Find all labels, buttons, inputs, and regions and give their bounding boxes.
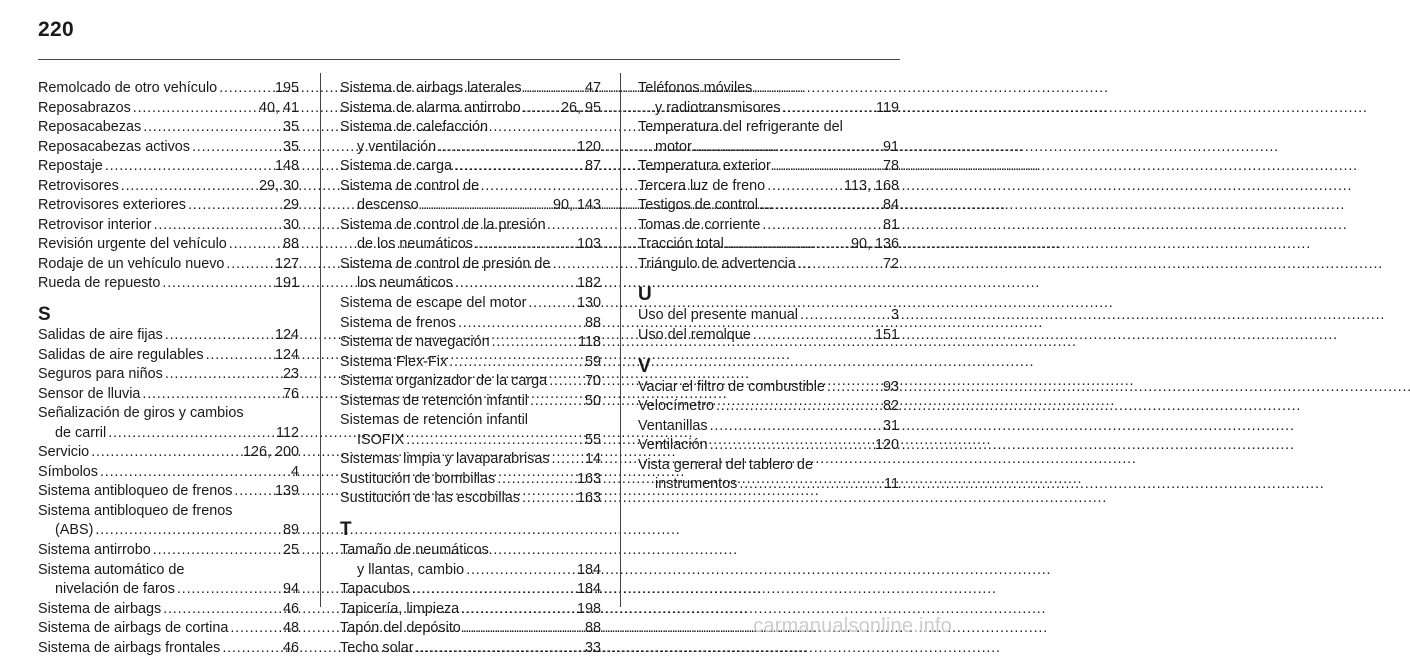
index-entry-pages: 88: [282, 236, 299, 253]
index-letter-heading: T: [340, 519, 352, 541]
index-entry-text: instrumentos: [655, 476, 738, 493]
index-entry-text: Sustitución de las escobillas: [340, 490, 520, 507]
index-entry-pages: 70: [584, 373, 601, 390]
index-entry-pages: 88: [584, 620, 601, 637]
index-entry-text: Tomas de corriente: [638, 216, 761, 233]
dot-leader: [528, 294, 575, 314]
index-entry: [38, 138, 299, 158]
index-entry-text: Uso del remolque: [638, 327, 751, 344]
index-entry-text: Sensor de lluvia: [38, 385, 141, 402]
index-entry: [38, 346, 299, 366]
dot-leader: [412, 580, 575, 600]
index-entry: [340, 411, 601, 450]
index-entry-text: Retrovisor interior: [38, 216, 152, 233]
index-entry: [340, 157, 601, 177]
index-entry-text: Retrovisores: [38, 177, 119, 194]
index-entry-pages: 130: [576, 295, 601, 312]
index-entry: [38, 404, 299, 443]
dot-leader: [105, 157, 273, 177]
index-entry: [38, 482, 299, 502]
index-entry-pages: 112: [276, 424, 299, 441]
index-entry-text: Sistema de carga: [340, 158, 452, 175]
page-number: 220: [38, 18, 74, 41]
index-entry-text: Sistema de frenos: [340, 314, 456, 331]
index-entry-pages: 90, 136: [850, 236, 899, 253]
index-entry: [340, 600, 601, 620]
dot-leader: [234, 482, 273, 502]
index-entry-text: de carril: [55, 424, 107, 441]
index-entry-text: Retrovisores exteriores: [38, 197, 186, 214]
index-entry-text: (ABS): [55, 522, 94, 539]
index-entry-pages: 163: [576, 490, 601, 507]
index-entry-pages: 89: [282, 522, 299, 539]
dot-leader: [226, 255, 273, 275]
index-entry-text: Sistemas limpia y lavaparabrisas: [340, 451, 550, 468]
index-entry-text: Seguros para niños: [38, 366, 163, 383]
index-entry-pages: 72: [882, 255, 899, 272]
index-entry-text: Reposacabezas activos: [38, 138, 190, 155]
dot-leader: [827, 378, 881, 398]
index-entry: [340, 450, 601, 470]
dot-leader: [522, 489, 575, 509]
index-entry: [38, 216, 299, 236]
index-entry: [38, 235, 299, 255]
dot-leader: [475, 235, 575, 255]
index-entry-text: Temperatura del refrigerante del: [638, 119, 843, 136]
index-entry-pages: 184: [576, 561, 601, 578]
dot-leader: [530, 392, 583, 412]
index-entry: [38, 118, 299, 138]
dot-leader: [710, 417, 881, 437]
dot-leader: [108, 424, 274, 444]
index-entry-pages: 195: [274, 80, 299, 96]
index-entry-pages: 4: [290, 463, 299, 480]
dot-leader: [165, 326, 273, 346]
dot-leader: [438, 138, 575, 158]
dot-leader: [163, 600, 281, 620]
dot-leader: [192, 138, 281, 158]
index-entry-pages: 59: [584, 353, 601, 370]
index-entry-pages: 81: [882, 216, 899, 233]
index-entry-text: Servicio: [38, 444, 90, 461]
dot-leader: [458, 314, 583, 334]
index-entry-text: Teléfonos móviles: [638, 80, 753, 96]
index-entry-pages: 124: [274, 346, 299, 363]
index-entry-text: Velocímetro: [638, 398, 714, 415]
index-entry: [340, 79, 601, 99]
index-entry-text: Tercera luz de freno: [638, 177, 766, 194]
index-entry-text: Sistema de airbags: [38, 600, 162, 617]
index-entry: [38, 385, 299, 405]
index-entry-pages: 90, 143: [552, 197, 601, 214]
index-letter-heading: S: [38, 304, 51, 326]
index-entry: [340, 489, 601, 509]
index-entry-pages: 25: [282, 542, 299, 559]
index-entry: [638, 326, 899, 346]
index-entry-text: Sistema de navegación: [340, 334, 490, 351]
index-entry: [638, 255, 899, 275]
dot-leader: [524, 79, 583, 99]
index-entry-pages: 40, 41: [258, 99, 299, 116]
index-entry: [38, 619, 299, 639]
index-entry-text: Sistemas de retención infantil: [340, 392, 528, 409]
dot-leader: [222, 639, 281, 658]
index-entry-text: Triángulo de advertencia: [638, 255, 796, 272]
dot-leader: [454, 157, 583, 177]
watermark-text: carmanualsonline.info: [753, 615, 952, 637]
index-entry-pages: 182: [576, 275, 601, 292]
index-entry-text: Sistema antibloqueo de frenos: [38, 502, 233, 519]
index-entry-pages: 29: [282, 197, 299, 214]
dot-leader: [416, 639, 583, 658]
dot-leader: [710, 436, 873, 456]
index-entry: [638, 456, 899, 495]
index-entry-pages: 11: [884, 476, 899, 493]
index-entry-pages: 46: [282, 600, 299, 617]
index-entry-text: y llantas, cambio: [357, 561, 465, 578]
dot-leader: [455, 274, 575, 294]
index-entry-pages: 33: [584, 639, 601, 656]
index-entry-pages: 120: [874, 437, 899, 454]
index-entry: [638, 216, 899, 236]
index-entry-text: de los neumáticos: [357, 236, 473, 253]
index-entry-text: y radiotransmisores: [655, 99, 781, 116]
index-entry-pages: 184: [576, 581, 601, 598]
index-entry: [38, 365, 299, 385]
index-entry-text: Sistema antibloqueo de frenos: [38, 483, 233, 500]
index-entry: [638, 397, 899, 417]
index-entry-pages: 46: [282, 639, 299, 656]
dot-leader: [177, 580, 281, 600]
index-entry-text: Sistema antirrobo: [38, 542, 151, 559]
dot-leader: [142, 385, 281, 405]
index-entry-pages: 30: [282, 216, 299, 233]
index-entry-text: Revisión urgente del vehículo: [38, 236, 227, 253]
index-column-2: [340, 79, 601, 658]
index-letter-heading: V: [638, 355, 651, 377]
index-entry: [340, 255, 601, 294]
dot-leader: [739, 475, 882, 495]
index-entry-pages: 3: [890, 307, 899, 324]
index-entry-pages: 120: [576, 138, 601, 155]
dot-leader: [760, 196, 881, 216]
index-entry: [638, 177, 899, 197]
index-entry-pages: 29, 30: [258, 177, 299, 194]
index-entry: [638, 378, 899, 398]
index-entry-pages: 47: [584, 80, 601, 96]
dot-leader: [100, 463, 289, 483]
dot-leader: [767, 177, 842, 197]
dot-leader: [549, 372, 583, 392]
dot-leader: [726, 235, 849, 255]
index-entry-text: Sistema de airbags de cortina: [38, 620, 229, 637]
index-entry: [340, 118, 601, 157]
dot-leader: [762, 216, 881, 236]
dot-leader: [165, 365, 281, 385]
index-entry-text: Reposabrazos: [38, 99, 131, 116]
index-entry-pages: 26, 95: [560, 99, 601, 116]
index-entry-pages: 35: [282, 119, 299, 136]
dot-leader: [461, 600, 575, 620]
index-entry-pages: 151: [874, 327, 899, 344]
index-entry-text: los neumáticos: [357, 275, 453, 292]
index-entry-pages: 87: [584, 158, 601, 175]
index-entry: [340, 541, 601, 580]
index-entry-text: Sistema organizador de la carga: [340, 373, 548, 390]
index-entry-pages: 14: [584, 451, 601, 468]
dot-leader: [206, 346, 273, 366]
index-entry-text: Techo solar: [340, 639, 414, 656]
index-entry-pages: 198: [576, 600, 601, 617]
index-entry: [340, 314, 601, 334]
dot-leader: [753, 326, 873, 346]
index-entry-pages: 124: [274, 327, 299, 344]
index-entry-text: Tapón del depósito: [340, 620, 461, 637]
dot-leader: [95, 521, 281, 541]
dot-leader: [421, 196, 551, 216]
dot-leader: [406, 431, 583, 451]
index-entry-text: Sistema automático de: [38, 561, 185, 578]
index-entry: [638, 417, 899, 437]
index-entry-pages: 163: [576, 470, 601, 487]
dot-leader: [121, 177, 257, 197]
index-entry-pages: 118: [578, 334, 601, 351]
index-entry-pages: 94: [282, 581, 299, 598]
index-entry-text: Sustitución de bombillas: [340, 470, 496, 487]
index-entry-text: Salidas de aire fijas: [38, 327, 163, 344]
index-entry: [340, 333, 601, 353]
index-entry-text: y ventilación: [357, 138, 437, 155]
index-entry: [340, 639, 601, 658]
index-entry: [340, 353, 601, 373]
index-entry-pages: 103: [576, 236, 601, 253]
index-entry: [340, 372, 601, 392]
index-entry-pages: 127: [274, 255, 299, 272]
index-entry: [38, 443, 299, 463]
index-entry-pages: 78: [882, 158, 899, 175]
index-entry-text: Salidas de aire regulables: [38, 346, 204, 363]
index-entry: [38, 177, 299, 197]
dot-leader: [188, 196, 281, 216]
index-entry: [638, 436, 899, 456]
index-entry-text: Ventanillas: [638, 417, 708, 434]
index-entry-text: Sistema de airbags laterales: [340, 80, 522, 96]
dot-leader: [154, 216, 281, 236]
dot-leader: [229, 235, 281, 255]
dot-leader: [91, 443, 241, 463]
dot-leader: [466, 561, 575, 581]
dot-leader: [153, 541, 281, 561]
dot-leader: [143, 118, 281, 138]
index-entry-text: Repostaje: [38, 158, 103, 175]
dot-leader: [783, 99, 874, 119]
index-entry-pages: 93: [882, 378, 899, 395]
index-entry-text: Ventilación: [638, 437, 708, 454]
dot-leader: [497, 470, 575, 490]
index-entry: [38, 541, 299, 561]
index-entry: [38, 326, 299, 346]
dot-leader: [162, 274, 273, 294]
index-entry: [638, 196, 899, 216]
index-entry-text: Sistema de airbags frontales: [38, 639, 221, 656]
index-entry: [340, 470, 601, 490]
index-entry: [340, 177, 601, 216]
index-entry: [38, 255, 299, 275]
index-entry-pages: 82: [882, 398, 899, 415]
index-entry-text: Señalización de giros y cambios: [38, 405, 244, 422]
index-entry-pages: 50: [584, 392, 601, 409]
index-entry-text: Sistema de escape del motor: [340, 295, 527, 312]
column-divider-2: [620, 73, 621, 607]
index-entry-text: Tamaño de neumáticos: [340, 542, 489, 559]
index-entry-text: Sistema de control de presión de: [340, 255, 551, 272]
dot-leader: [463, 619, 583, 639]
dot-leader: [800, 306, 889, 326]
header-rule: [38, 59, 900, 60]
index-entry-pages: 139: [274, 483, 299, 500]
dot-leader: [773, 157, 881, 177]
index-entry: [38, 639, 299, 658]
index-entry-text: Reposacabezas: [38, 119, 142, 136]
index-entry-pages: 126, 200: [242, 444, 299, 461]
index-entry: [38, 157, 299, 177]
index-entry: [340, 619, 601, 639]
index-entry-pages: 23: [282, 366, 299, 383]
index-entry: [638, 79, 899, 118]
index-entry: [38, 196, 299, 216]
index-entry: [38, 463, 299, 483]
index-entry-pages: 84: [882, 197, 899, 214]
index-entry: [38, 502, 299, 541]
dot-leader: [449, 353, 583, 373]
index-entry: [340, 294, 601, 314]
index-entry-pages: 48: [282, 620, 299, 637]
index-entry-text: Tracción total: [638, 236, 724, 253]
index-entry: [340, 580, 601, 600]
index-column-1: [38, 79, 299, 658]
index-entry-text: Tapacubos: [340, 581, 410, 598]
index-entry-pages: 88: [584, 314, 601, 331]
index-column-3: [638, 79, 899, 495]
index-entry-pages: 35: [282, 138, 299, 155]
index-entry-text: Sistema Flex-Fix: [340, 353, 448, 370]
index-entry: [38, 274, 299, 294]
dot-leader: [798, 255, 881, 275]
index-entry: [38, 99, 299, 119]
index-entry-text: Rodaje de un vehículo nuevo: [38, 255, 225, 272]
index-entry-text: Sistemas de retención infantil: [340, 412, 528, 429]
index-entry: [638, 118, 899, 157]
index-entry-text: Sistema de alarma antirrobo: [340, 99, 521, 116]
index-entry-text: Uso del presente manual: [638, 307, 798, 324]
index-entry-text: Rueda de repuesto: [38, 275, 161, 292]
index-entry-text: descenso: [357, 197, 419, 214]
dot-leader: [133, 99, 257, 119]
index-entry: [340, 216, 601, 255]
index-entry-text: Tapicería, limpieza: [340, 600, 460, 617]
index-entry-text: Sistema de control de: [340, 177, 480, 194]
index-entry-pages: 191: [274, 275, 299, 292]
index-entry: [340, 99, 601, 119]
index-entry: [638, 306, 899, 326]
index-entry-text: Remolcado de otro vehículo: [38, 80, 218, 96]
dot-leader: [492, 333, 576, 353]
index-entry: [638, 157, 899, 177]
index-entry-text: Sistema de calefacción: [340, 119, 488, 136]
index-entry-text: Testigos de control: [638, 197, 758, 214]
index-entry-pages: 113, 168: [844, 177, 899, 194]
index-entry-text: motor: [655, 138, 692, 155]
index-entry-text: Sistema de control de la presión: [340, 216, 546, 233]
dot-leader: [552, 450, 583, 470]
index-entry-text: Temperatura exterior: [638, 158, 771, 175]
dot-leader: [694, 138, 881, 158]
dot-leader: [716, 397, 881, 417]
index-entry-pages: 91: [882, 138, 899, 155]
index-entry: [38, 79, 299, 99]
index-entry: [38, 600, 299, 620]
index-entry: [340, 392, 601, 412]
index-entry-text: Vaciar el filtro de combustible: [638, 378, 825, 395]
dot-leader: [230, 619, 281, 639]
dot-leader: [219, 79, 273, 99]
index-entry: [638, 235, 899, 255]
index-entry-pages: 31: [882, 417, 899, 434]
column-divider-1: [320, 73, 321, 607]
index-entry-pages: 76: [282, 385, 299, 402]
index-letter-heading: U: [638, 284, 652, 306]
index-entry-text: nivelación de faros: [55, 581, 175, 598]
index-entry-pages: 148: [274, 158, 299, 175]
index-entry-text: Vista general del tablero de: [638, 456, 813, 473]
index-entry-pages: 55: [584, 431, 601, 448]
index-entry-pages: 119: [876, 99, 899, 116]
index-entry-text: ISOFIX: [357, 431, 405, 448]
index-entry: [38, 561, 299, 600]
dot-leader: [523, 99, 559, 119]
index-entry-text: Símbolos: [38, 463, 98, 480]
